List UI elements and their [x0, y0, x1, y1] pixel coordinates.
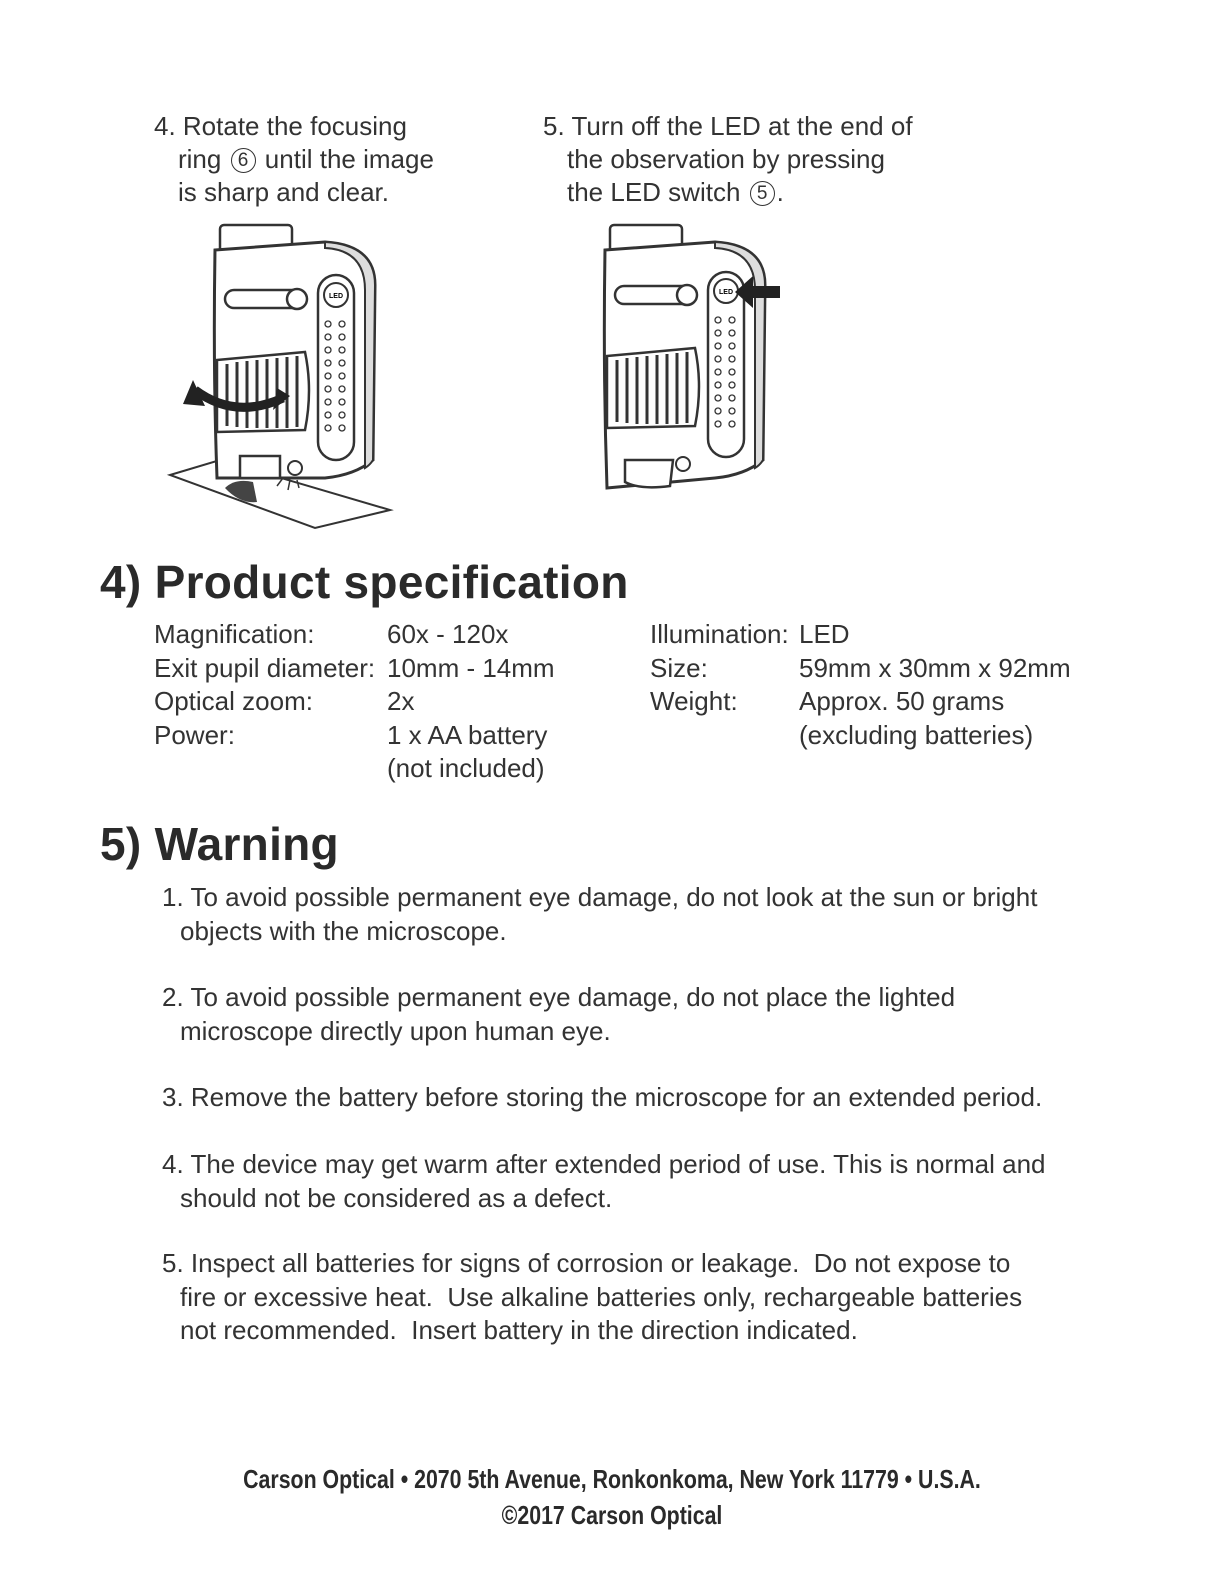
step-5-line-3 [543, 176, 913, 209]
part-number-6-badge: 6 [231, 148, 256, 173]
step-5-line-1: 5. Turn off the LED at the end of [543, 111, 913, 141]
footer-address: Carson Optical • 2070 5th Avenue, Ronkonkoma, New York 11779 • U.S.A. [243, 1464, 981, 1494]
microscope-led-illustration [595, 220, 795, 505]
spec-row [154, 719, 555, 753]
spec-row [154, 652, 555, 686]
step-4-line-3: is sharp and clear. [178, 177, 390, 207]
objective-lens [240, 456, 280, 478]
warning-item-4 [162, 1148, 1122, 1215]
product-specification-heading: 4) Product specification [100, 556, 629, 608]
spec-value: 10mm - 14mm [387, 652, 555, 683]
part-number-5-badge: 5 [750, 181, 775, 206]
warning-line: 5. Inspect all batteries for signs of corrosion or leakage. Do not expose to [162, 1248, 1011, 1278]
led-switch-label: LED [719, 289, 733, 296]
spec-row [650, 618, 1071, 652]
spec-label: Magnification: [154, 619, 315, 649]
led-light [288, 461, 302, 475]
spec-row [154, 685, 555, 719]
step-4-line-1: 4. Rotate the focusing [154, 111, 407, 141]
step-4-line-2 [154, 143, 434, 176]
spec-value: Approx. 50 grams [799, 686, 1005, 716]
warning-item-3 [162, 1081, 1122, 1115]
focusing-ring [607, 348, 699, 428]
warning-line: 1. To avoid possible permanent eye damage, do not look at the sun or bright [162, 882, 1038, 912]
spec-label: Illumination: [650, 619, 789, 649]
spec-value: 60x - 120x [387, 619, 509, 649]
step-5-line-2: the observation by pressing [567, 144, 885, 174]
warning-line: not recommended. Insert battery in the direction indicated. [180, 1315, 858, 1345]
spec-row [154, 618, 555, 652]
spec-value: (excluding batteries) [799, 719, 1034, 750]
zoom-knob [677, 285, 697, 305]
step-5-line-3-text: the LED switch [567, 177, 748, 207]
warning-item-5 [162, 1247, 1122, 1348]
spec-value: (not included) [387, 753, 545, 783]
spec-value: 2x [387, 686, 415, 716]
spec-label: Exit pupil diameter: [154, 652, 376, 683]
footer-copyright: ©2017 Carson Optical [501, 1500, 723, 1530]
spec-value: 1 x AA battery [387, 719, 548, 750]
spec-label: Size: [650, 652, 708, 683]
spec-label [650, 719, 799, 753]
spec-row [650, 685, 1071, 719]
step-4-line-2-text-end: until the image [257, 144, 434, 174]
spec-row [650, 652, 1071, 686]
warning-item-2 [162, 981, 1122, 1048]
warning-line: microscope directly upon human eye. [180, 1015, 611, 1046]
microscope-focus-illustration [165, 220, 395, 535]
spec-row [154, 752, 555, 786]
warning-line: should not be considered as a defect. [180, 1182, 613, 1213]
led-switch-label: LED [329, 293, 343, 300]
step-4-instruction [154, 110, 434, 209]
spec-value: 59mm x 30mm x 92mm [799, 652, 1071, 683]
step-4-line-2-text: ring [178, 144, 229, 174]
warning-heading: 5) Warning [100, 818, 339, 870]
warning-line: 3. Remove the battery before storing the microscope for an extended period. [162, 1082, 1043, 1112]
spec-label: Power: [154, 719, 235, 750]
warning-line: 4. The device may get warm after extended period of use. This is normal and [162, 1149, 1046, 1179]
warning-line: 2. To avoid possible permanent eye damage, do not place the lighted [162, 982, 956, 1012]
spec-list-left [154, 618, 555, 786]
warning-line: objects with the microscope. [180, 915, 507, 946]
spec-value: LED [799, 619, 850, 649]
zoom-knob [287, 289, 307, 309]
warning-item-1 [162, 881, 1122, 948]
spec-label: Optical zoom: [154, 686, 313, 716]
step-5-line-3-text-end: . [776, 177, 784, 207]
step-5-instruction [543, 110, 913, 209]
led-light [676, 457, 690, 471]
objective-lens [625, 460, 673, 487]
spec-row [650, 719, 1071, 753]
spec-label [154, 752, 387, 786]
spec-label: Weight: [650, 686, 738, 716]
warning-line: fire or excessive heat. Use alkaline batteries only, rechargeable batteries [180, 1281, 1023, 1312]
focusing-ring [217, 352, 309, 432]
spec-list-right [650, 618, 1071, 752]
